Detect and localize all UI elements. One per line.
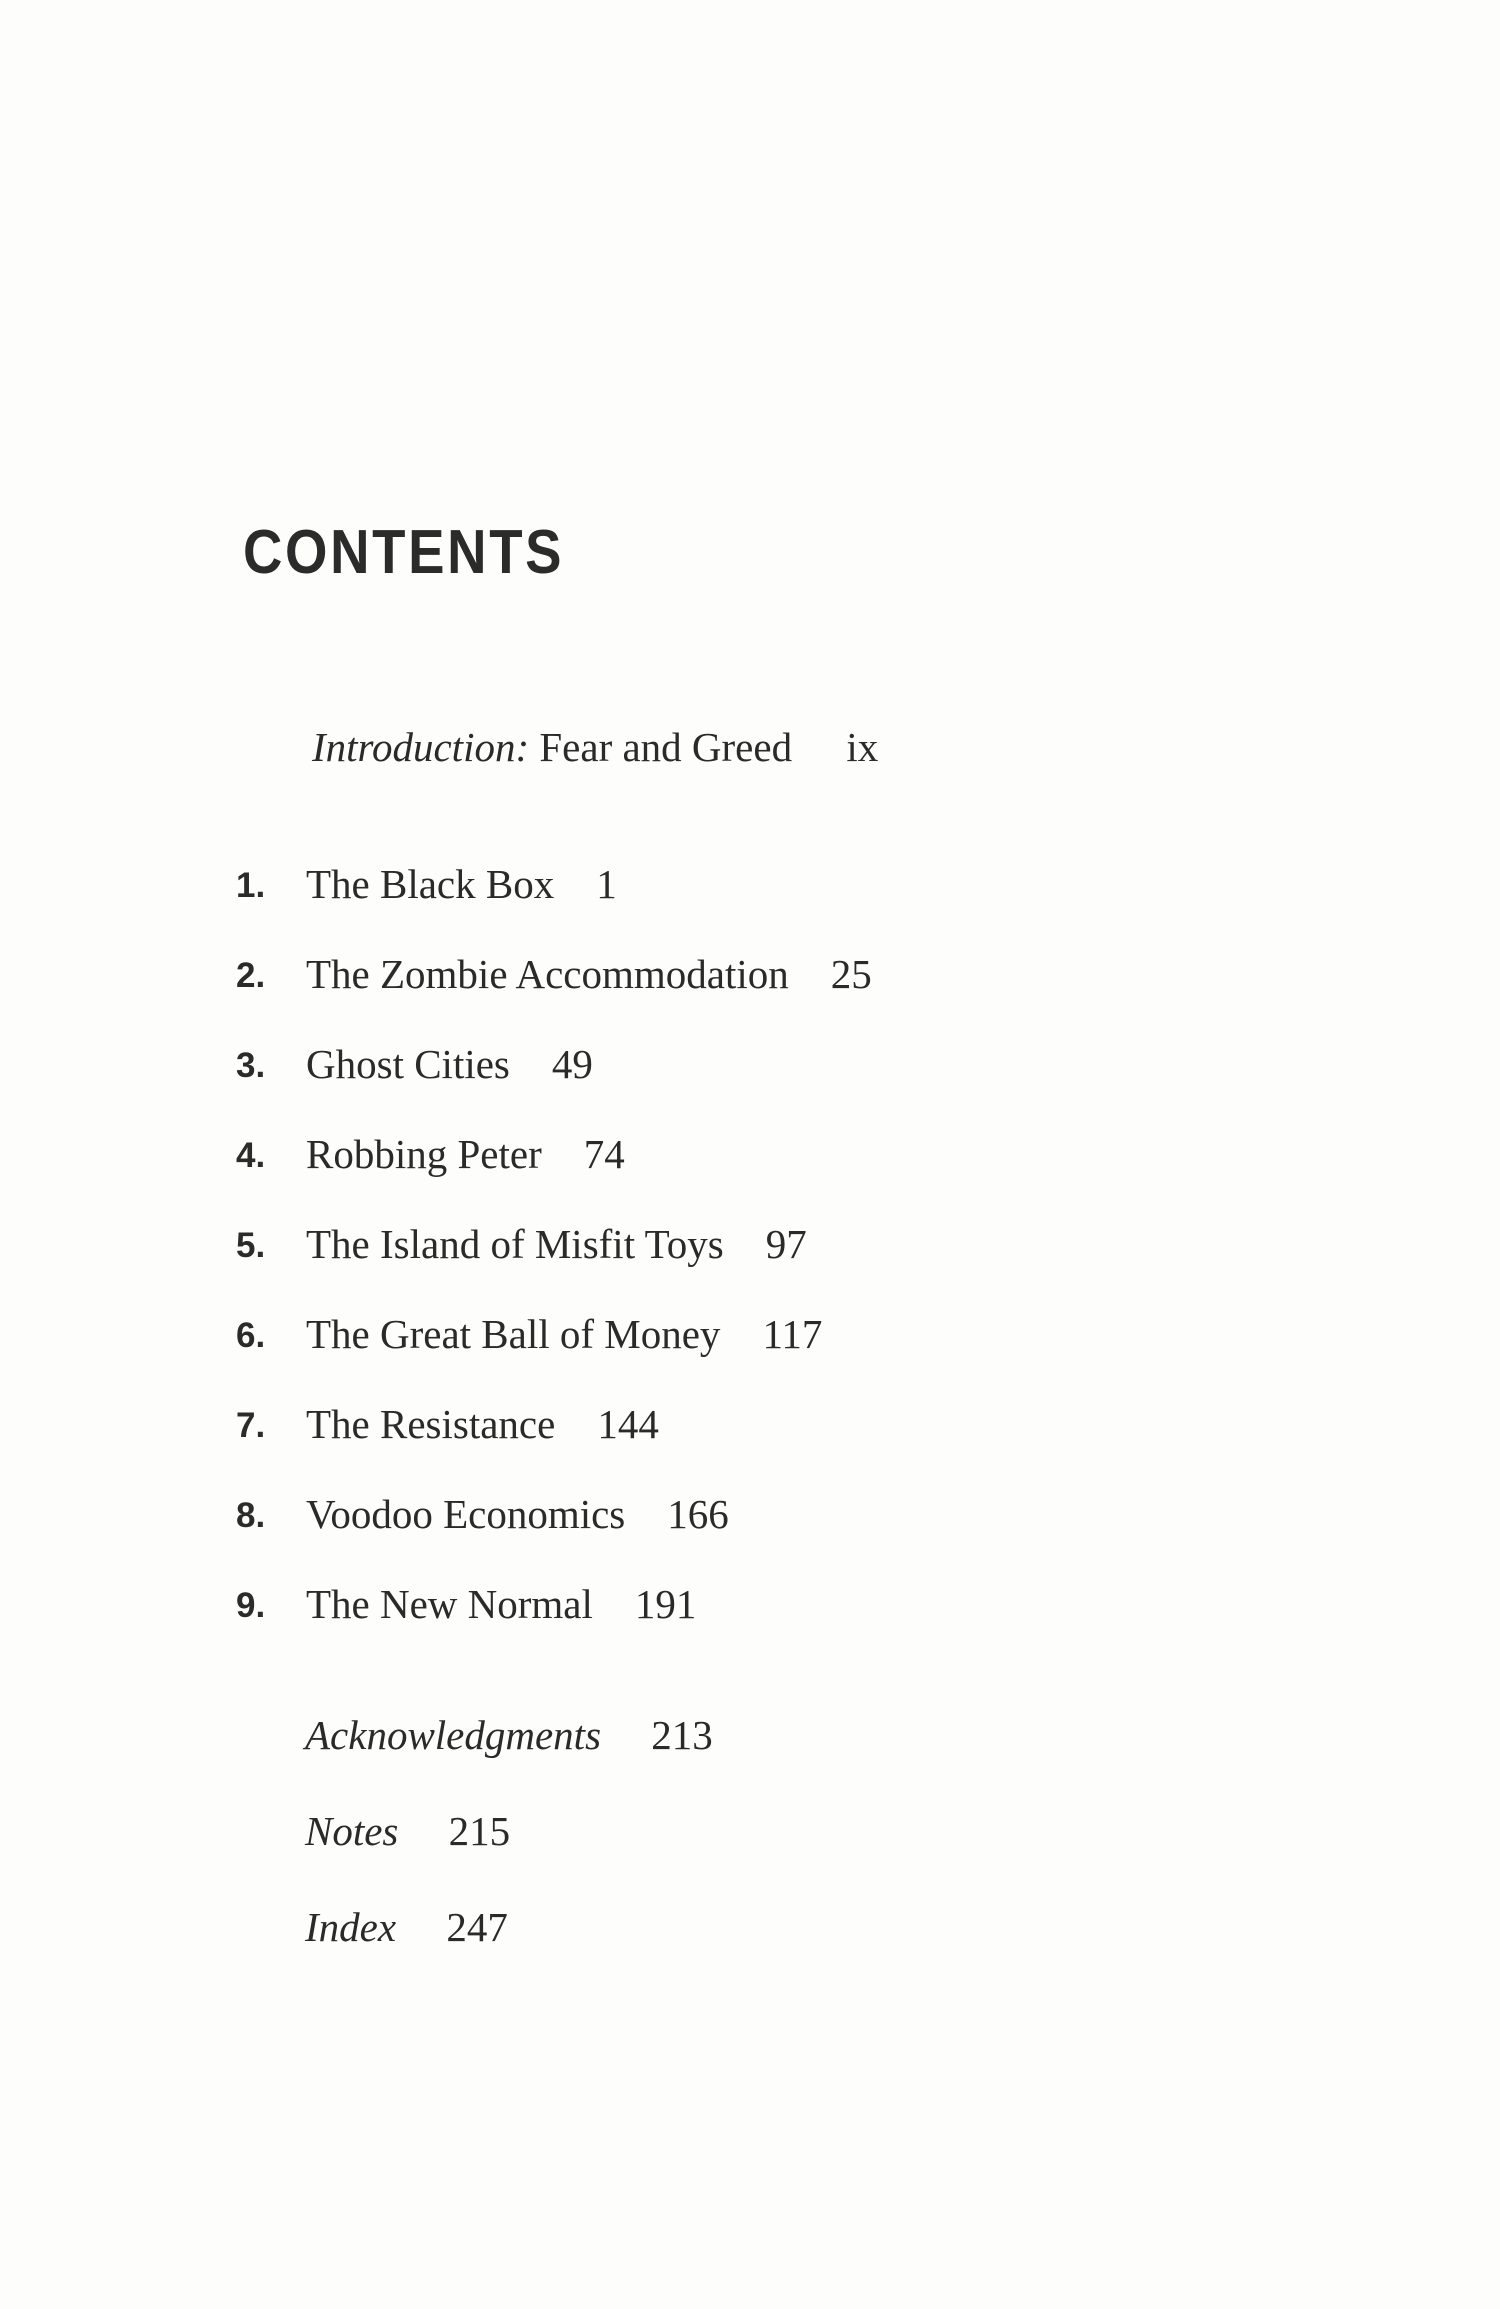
chapter-title: The Resistance — [306, 1401, 556, 1447]
chapter-number: 4. — [236, 1136, 266, 1175]
chapter-page-number: 74 — [583, 1131, 625, 1177]
chapter-entry — [236, 1401, 872, 1494]
chapter-entry — [236, 861, 872, 954]
chapter-number: 9. — [236, 1586, 266, 1625]
introduction-title: Fear and Greed — [539, 724, 793, 770]
introduction-prefix: Introduction: — [312, 724, 530, 770]
backmatter-list — [305, 1712, 713, 2003]
chapter-entry — [236, 1311, 872, 1404]
backmatter-page-number: 247 — [446, 1904, 508, 1950]
chapter-title: The New Normal — [306, 1581, 593, 1627]
backmatter-entry — [305, 1904, 713, 2003]
backmatter-entry — [305, 1808, 713, 1907]
chapter-title: The Great Ball of Money — [306, 1311, 721, 1357]
backmatter-title: Acknowledgments — [305, 1712, 602, 1758]
backmatter-title: Index — [305, 1904, 397, 1950]
chapter-page-number: 191 — [634, 1581, 697, 1627]
chapter-number: 5. — [236, 1226, 266, 1265]
chapter-title: Voodoo Economics — [306, 1491, 626, 1537]
introduction-page-number: ix — [846, 724, 879, 770]
chapter-page-number: 49 — [551, 1041, 593, 1087]
chapter-number: 7. — [236, 1406, 266, 1445]
backmatter-page-number: 213 — [651, 1712, 713, 1758]
chapter-title: The Island of Misfit Toys — [306, 1221, 724, 1267]
chapter-entry — [236, 1491, 872, 1584]
chapter-page-number: 166 — [667, 1491, 729, 1537]
introduction-entry — [312, 724, 879, 770]
chapter-title: Robbing Peter — [306, 1131, 542, 1177]
chapter-title: Ghost Cities — [306, 1041, 510, 1087]
chapter-entry — [236, 1221, 872, 1314]
backmatter-title: Notes — [305, 1808, 399, 1854]
chapter-number: 3. — [236, 1046, 266, 1085]
chapter-page-number: 25 — [830, 951, 872, 997]
chapter-page-number: 1 — [596, 861, 617, 907]
contents-heading: CONTENTS — [243, 518, 565, 587]
chapter-title: The Zombie Accommodation — [306, 951, 789, 997]
chapter-page-number: 144 — [597, 1401, 659, 1447]
chapter-list — [236, 861, 872, 1674]
chapter-page-number: 97 — [765, 1221, 807, 1267]
chapter-number: 6. — [236, 1316, 266, 1355]
chapter-title: The Black Box — [306, 861, 555, 907]
chapter-number: 1. — [236, 866, 266, 905]
chapter-entry — [236, 1581, 872, 1674]
chapter-entry — [236, 1131, 872, 1224]
chapter-number: 2. — [236, 956, 266, 995]
backmatter-page-number: 215 — [448, 1808, 511, 1854]
chapter-page-number: 117 — [762, 1311, 823, 1357]
backmatter-entry — [305, 1712, 713, 1811]
chapter-entry — [236, 1041, 872, 1134]
chapter-number: 8. — [236, 1496, 266, 1535]
chapter-entry — [236, 951, 872, 1044]
